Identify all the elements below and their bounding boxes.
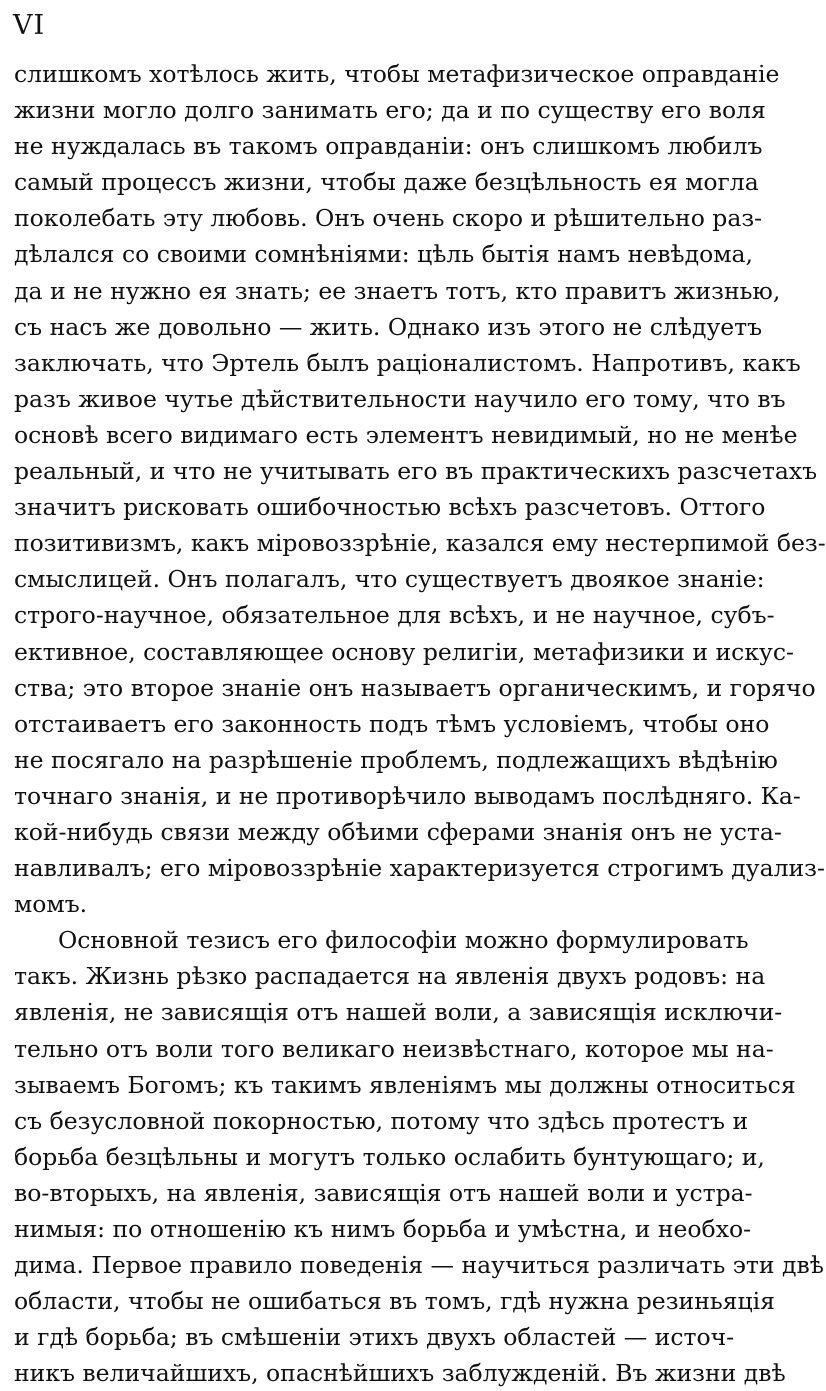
text-line: не нуждалась въ такомъ оправданіи: онъ слишкомъ любилъ xyxy=(14,132,763,161)
text-line: момъ. xyxy=(14,890,88,919)
text-line: реальный, и что не учитывать его въ практическихъ разсчетахъ xyxy=(14,457,818,486)
text-line: съ безусловной покорностью, потому что здѣсь протестъ и xyxy=(14,1106,749,1135)
text-line: заключать, что Эртель былъ раціоналистомъ. Напротивъ, какъ xyxy=(14,348,801,377)
text-line: никъ величайшихъ, опаснѣйшихъ заблужденій. Въ жизни двѣ xyxy=(14,1359,786,1388)
text-line: разъ живое чутье дѣйствительности научило его тому, что въ xyxy=(14,384,786,413)
text-line: самый процессъ жизни, чтобы даже безцѣльность ея могла xyxy=(14,168,759,197)
text-line: навливалъ; его міровоззрѣніе характеризуется строгимъ дуализ- xyxy=(14,854,825,883)
paragraph-1 xyxy=(14,56,826,922)
text-line: слишкомъ хотѣлось жить, чтобы метафизическое оправданіе xyxy=(14,60,780,88)
text-line: точнаго знанія, и не противорѣчило выводамъ послѣдняго. Ка- xyxy=(14,781,801,810)
text-line: отстаиваетъ его законность подъ тѣмъ условіемъ, чтобы оно xyxy=(14,709,770,738)
text-line: жизни могло долго занимать его; да и по существу его воля xyxy=(14,96,766,125)
text-line: нимыя: по отношенію къ нимъ борьба и умѣстна, и необхо- xyxy=(14,1215,752,1243)
text-line: явленія, не зависящія отъ нашей воли, а зависящія исключи- xyxy=(14,998,783,1027)
text-line: позитивизмъ, какъ міровоззрѣніе, казался ему нестерпимой без- xyxy=(14,529,826,558)
text-line: Основной тезисъ его философіи можно формулировать xyxy=(58,926,749,955)
paragraph-2 xyxy=(14,922,824,1391)
text-line: поколебать эту любовь. Онъ очень скоро и рѣшительно раз- xyxy=(14,204,763,233)
text-line: дѣлался со своими сомнѣніями: цѣль бытія намъ невѣдома, xyxy=(14,240,753,269)
text-line: зываемъ Богомъ; къ такимъ явленіямъ мы должны относиться xyxy=(14,1070,796,1099)
page-number: VI xyxy=(13,10,46,41)
text-line: дима. Первое правило поведенія — научиться различать эти двѣ xyxy=(14,1251,824,1280)
text-line: борьба безцѣльны и могутъ только ослабить бунтующаго; и, xyxy=(14,1142,765,1171)
text-line: во-вторыхъ, на явленія, зависящія отъ нашей воли и устра- xyxy=(14,1178,753,1207)
text-line: да и не нужно ея знать; ее знаетъ тотъ, кто правитъ жизнью, xyxy=(14,276,781,305)
text-line: области, чтобы не ошибаться въ томъ, гдѣ нужна резиньяція xyxy=(14,1287,775,1316)
text-line: значитъ рисковать ошибочностью всѣхъ разсчетовъ. Оттого xyxy=(14,493,766,522)
text-line: кой-нибудь связи между обѣими сферами знанія онъ не уста- xyxy=(14,817,782,846)
text-line: строго-научное, обязательное для всѣхъ, и не научное, субъ- xyxy=(14,601,775,630)
text-line: не посягало на разрѣшеніе проблемъ, подлежащихъ вѣдѣнію xyxy=(14,745,778,774)
text-line: смыслицей. Онъ полагалъ, что существуетъ двоякое знаніе: xyxy=(14,565,765,594)
text-line: основѣ всего видимаго есть элементъ невидимый, но не менѣе xyxy=(14,420,798,449)
text-line: такъ. Жизнь рѣзко распадается на явленія двухъ родовъ: на xyxy=(14,962,766,991)
text-line: ства; это второе знаніе онъ называетъ органическимъ, и горячо xyxy=(14,673,816,702)
text-line: съ насъ же довольно — жить. Однако изъ этого не слѣдуетъ xyxy=(14,312,763,341)
text-line: ективное, составляющее основу религіи, метафизики и искус- xyxy=(14,637,794,666)
text-line: тельно отъ воли того великаго неизвѣстнаго, которое мы на- xyxy=(14,1034,774,1063)
text-line: и гдѣ борьба; въ смѣшеніи этихъ двухъ областей — источ- xyxy=(14,1323,735,1352)
body-text xyxy=(14,56,826,1391)
